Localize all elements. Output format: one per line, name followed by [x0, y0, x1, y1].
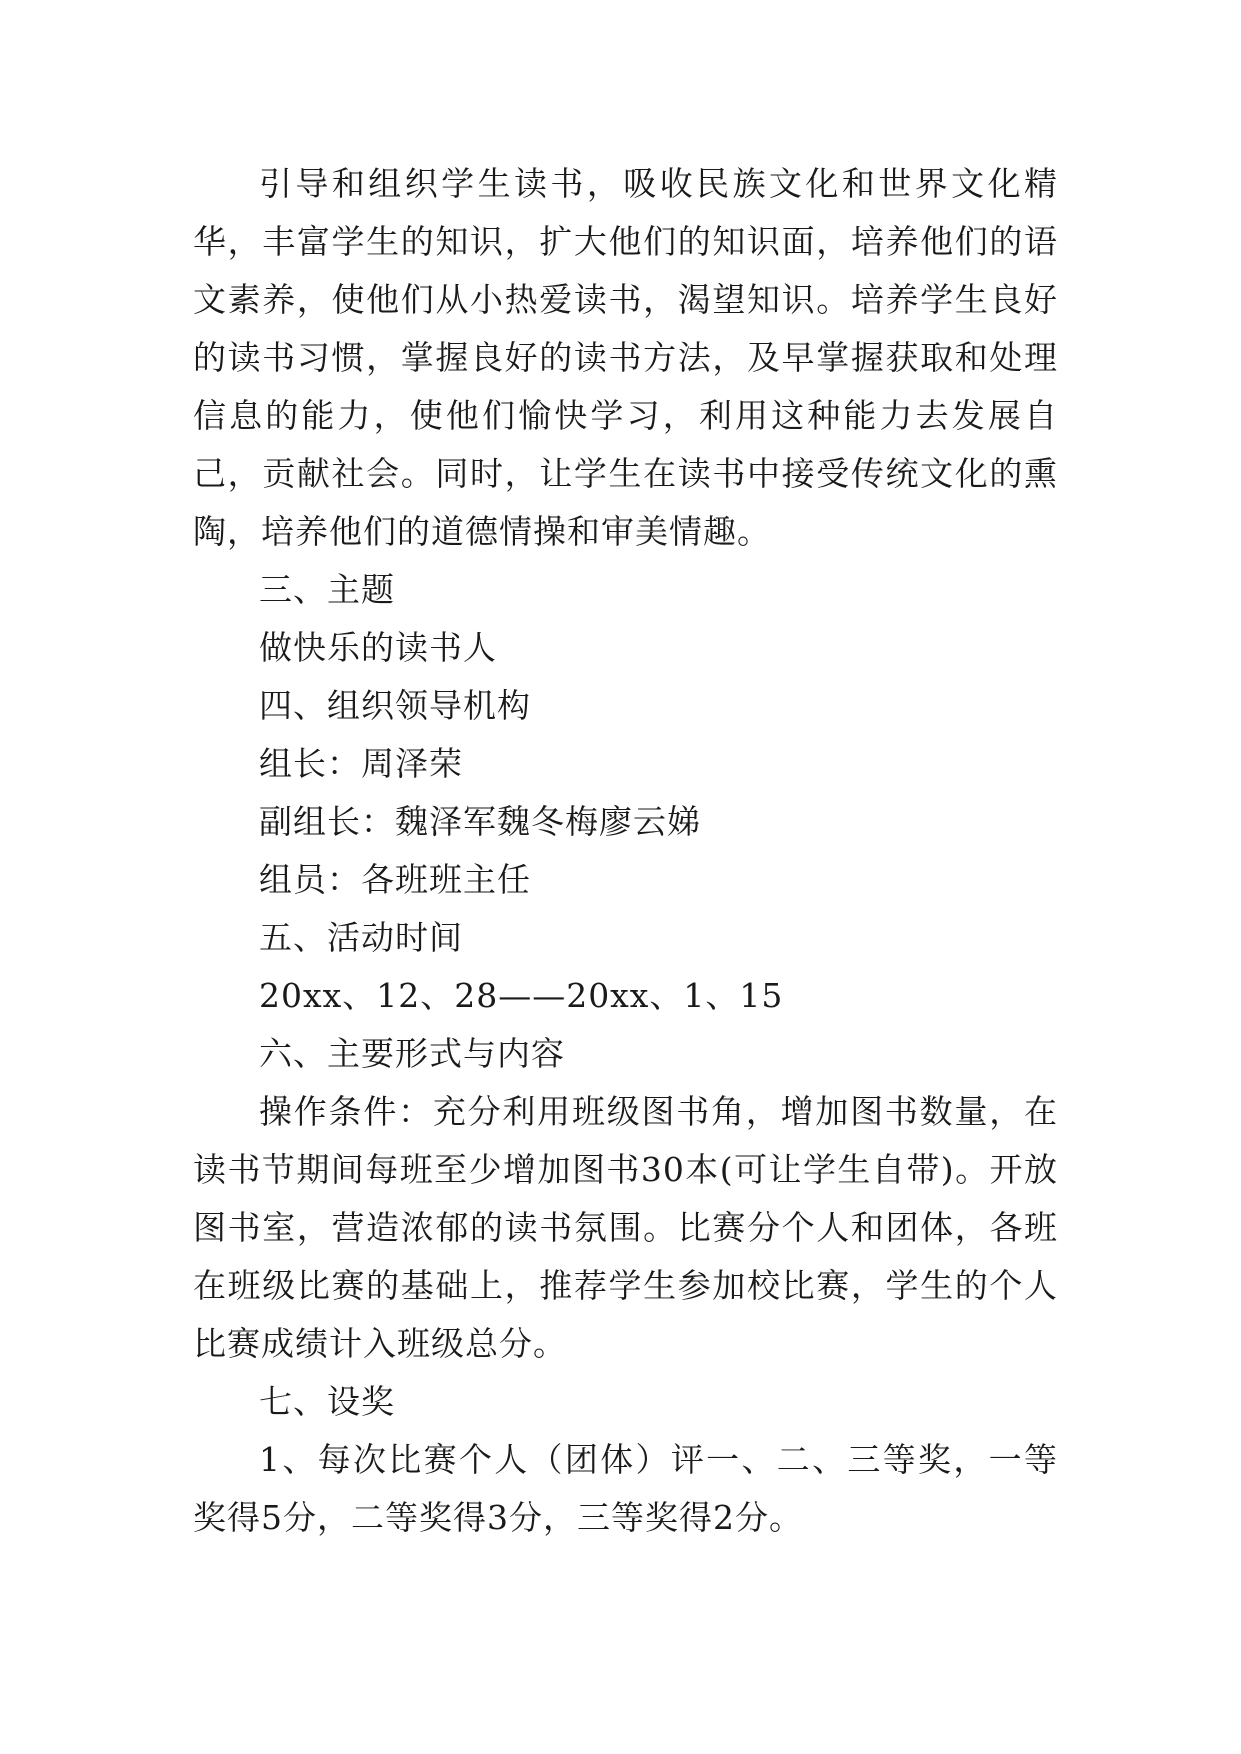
deputy-leader-text: 副组长：魏泽军魏冬梅廖云娣 [259, 802, 701, 841]
paragraph-content: 操作条件：充分利用班级图书角，增加图书数量，在读书节期间每班至少增加图书30本(可让学生自带)。开放图书室，营造浓郁的读书氛围。比赛分个人和团体，各班在班级比赛的基础上，推荐学生参加校比赛，学生的个人比赛成绩计入班级总分。 [193, 1092, 1058, 1363]
section-heading-awards: 七、设奖 [259, 1382, 395, 1421]
section-heading-time: 五、活动时间 [259, 918, 463, 957]
section-heading-content: 六、主要形式与内容 [259, 1034, 565, 1073]
members-text: 组员：各班班主任 [259, 860, 531, 899]
activity-time-text: 20xx、12、28——20xx、1、15 [259, 976, 784, 1015]
paragraph-awards: 1、每次比赛个人（团体）评一、二、三等奖，一等奖得5分，二等奖得3分，三等奖得2分。 [193, 1440, 1058, 1537]
section-heading-organization: 四、组织领导机构 [259, 686, 531, 725]
theme-text: 做快乐的读书人 [259, 628, 497, 667]
section-heading-theme: 三、主题 [259, 570, 395, 609]
document-body [193, 155, 1058, 1547]
leader-text: 组长：周泽荣 [259, 744, 463, 783]
paragraph-purpose: 引导和组织学生读书，吸收民族文化和世界文化精华，丰富学生的知识，扩大他们的知识面，培养他们的语文素养，使他们从小热爱读书，渴望知识。培养学生良好的读书习惯，掌握良好的读书方法，及早掌握获取和处理信息的能力，使他们愉快学习，利用这种能力去发展自己，贡献社会。同时，让学生在读书中接受传统文化的熏陶，培养他们的道德情操和审美情趣。 [193, 164, 1058, 551]
